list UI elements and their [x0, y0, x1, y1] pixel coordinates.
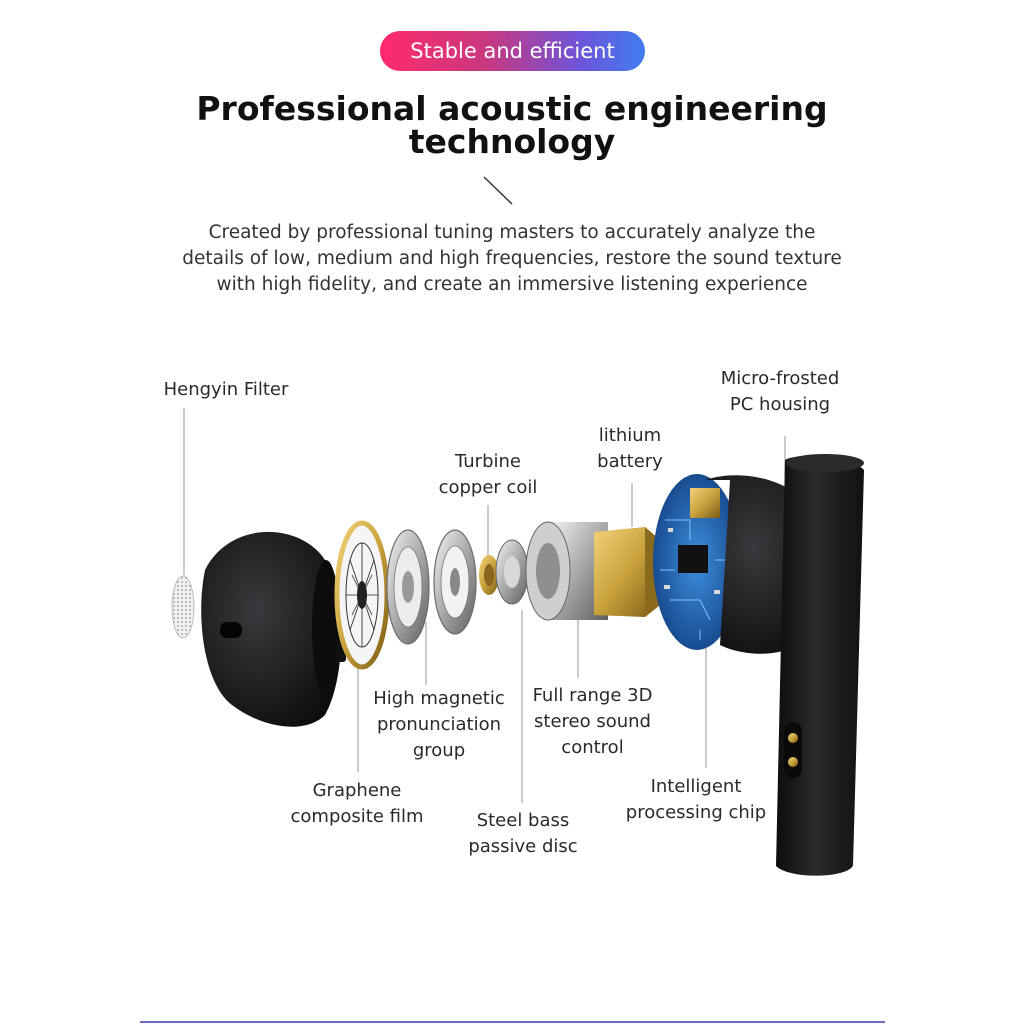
label-graphene-composite-film: Graphene composite film [290, 780, 424, 827]
charging-contact-top [788, 733, 798, 743]
magnetic-disc-2 [434, 530, 476, 634]
description [112, 220, 912, 298]
front-shell [201, 532, 346, 727]
lithium-battery [594, 527, 660, 617]
label-turbine-copper-coil: Turbine copper coil [438, 451, 538, 498]
title-divider [484, 177, 512, 204]
label-intelligent-processing-chip: Intelligent processing chip [625, 776, 767, 823]
label-micro-frosted-housing: Micro-frosted PC housing [720, 368, 840, 415]
description-line-3: with high fidelity, and create an immersive listening experience [216, 274, 808, 295]
charging-contact-bottom [788, 757, 798, 767]
bottom-rule [140, 1021, 885, 1023]
label-hengyin-filter: Hengyin Filter [163, 379, 289, 400]
hengyin-filter-mesh [172, 576, 194, 638]
graphene-composite-film [337, 523, 387, 667]
stable-efficient-badge: Stable and efficient [380, 31, 645, 71]
description-line-1: Created by professional tuning masters to accurately analyze the [208, 222, 816, 243]
magnetic-disc-1 [387, 530, 429, 644]
steel-bass-passive-disc [496, 540, 528, 604]
description-line-2: details of low, medium and high frequencies, restore the sound texture [182, 248, 842, 269]
title-line-1: Professional acoustic engineering [196, 89, 828, 128]
label-steel-bass-passive-disc: Steel bass passive disc [468, 810, 578, 857]
label-lithium-battery: lithium battery [597, 425, 663, 472]
label-full-range-3d: Full range 3D stereo sound control [532, 685, 653, 758]
label-high-magnetic-group: High magnetic pronunciation group [373, 688, 505, 761]
title-line-2: technology [408, 122, 616, 161]
